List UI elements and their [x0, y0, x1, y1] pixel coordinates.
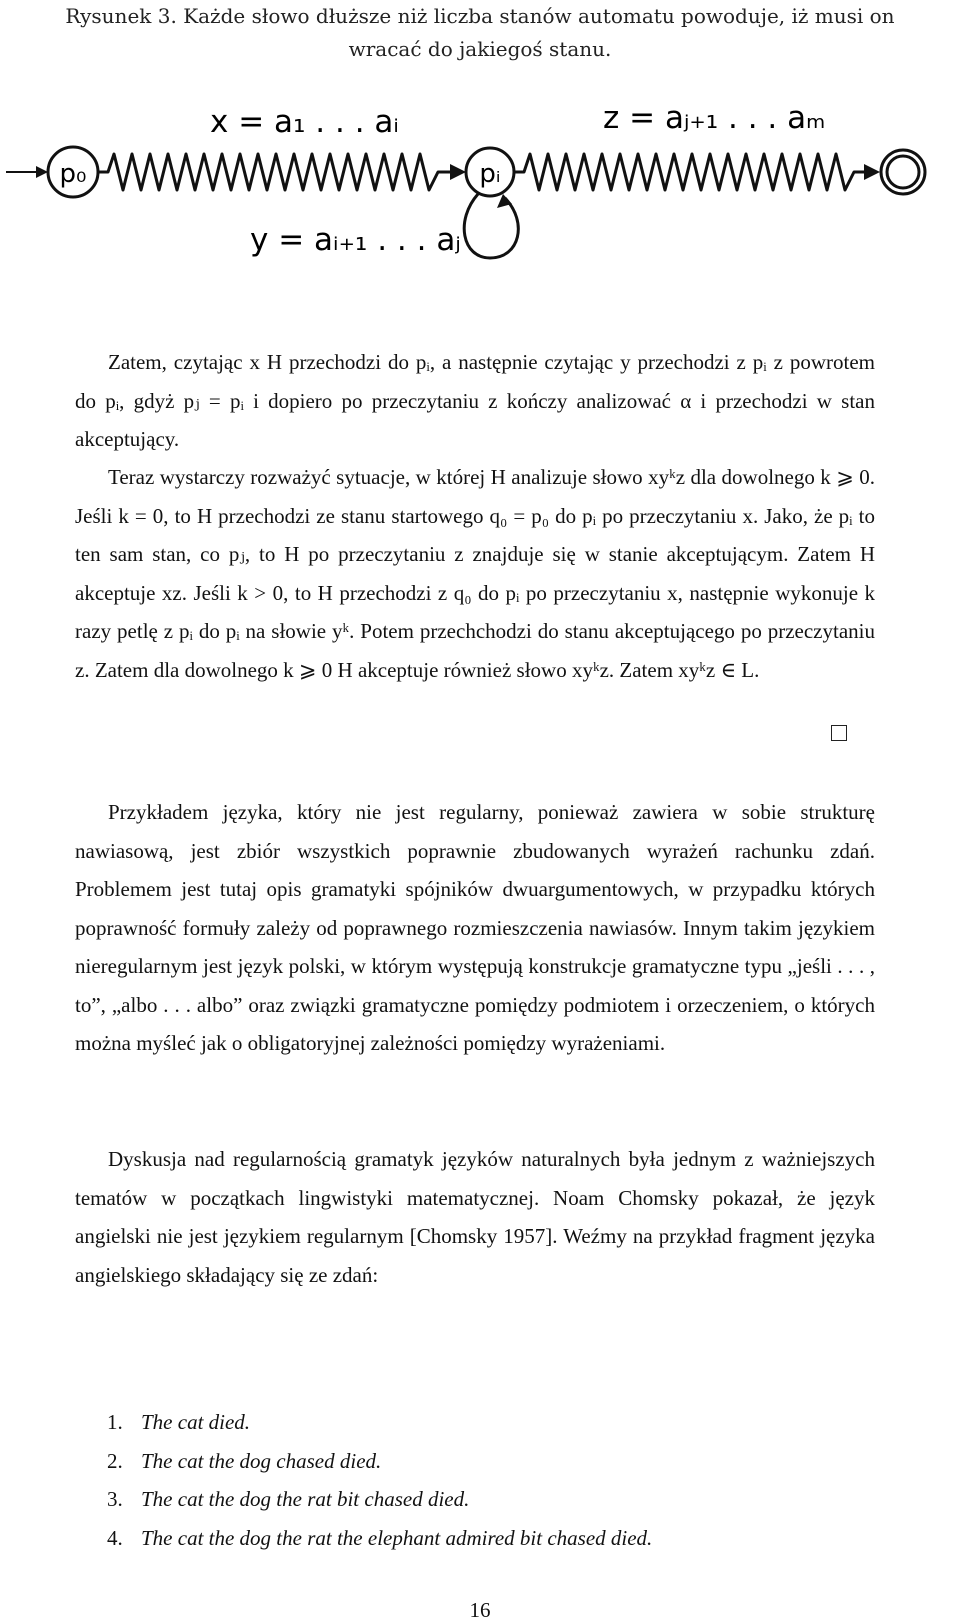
paragraph-2: Teraz wystarczy rozważyć sytuacje, w której H analizuje słowo xyᵏz dla dowolnego k ⩾ 0. Jeśli k = 0, to H przechodzi ze stanu startowego q₀ = p₀ do pᵢ po przeczytaniu x. Jako, że pᵢ to ten sam stan, co pⱼ, to H po przeczytaniu z znajduje się w stanie akceptującym. Zatem H akceptuje xz. Jeśli k > 0, to H przechodzi z q₀ do pᵢ po przeczytaniu x, następnie wykonuje k razy petlę z pᵢ do pᵢ na słowie yᵏ. Potem przechchodzi do stanu akceptującego po przeczytaniu z. Zatem dla dowolnego k ⩾ 0 H akceptuje również słowo xyᵏz. Zatem xyᵏz ∈ L.: [75, 465, 875, 682]
loop-y: [464, 194, 518, 258]
paragraph-1: Zatem, czytając x H przechodzi do pᵢ, a następnie czytając y przechodzi z pᵢ z powrotem do pᵢ, gdyż pⱼ = pᵢ i dopiero po przeczytaniu z kończy analizować α i przechodzi w stan akceptujący.: [75, 350, 875, 451]
label-x: x = a₁ . . . aᵢ: [210, 104, 399, 140]
list-item-text: The cat the dog the rat the elephant admired bit chased died.: [141, 1525, 653, 1550]
state-pi-label: pᵢ: [479, 159, 501, 189]
transition-z-squiggle: [514, 154, 866, 190]
list-item: [107, 1480, 652, 1519]
label-z: z = aⱼ₊₁ . . . aₘ: [603, 100, 826, 136]
state-pi: [466, 148, 514, 196]
example-sentence-list: [107, 1403, 652, 1557]
paragraph-4: Dyskusja nad regularnością gramatyk języków naturalnych była jednym z ważniejszych tematów w początkach lingwistyki matematycznej. Noam Chomsky pokazał, że język angielski nie jest językiem regularnym [Chomsky 1957]. Weźmy na przykład fragment języka angielskiego składający się ze zdań:: [75, 1147, 875, 1287]
list-item-text: The cat died.: [141, 1410, 251, 1434]
label-y: y = aᵢ₊₁ . . . aⱼ: [250, 222, 461, 258]
list-item-text: The cat the dog the rat bit chased died.: [141, 1487, 470, 1511]
list-item-number: 4.: [107, 1525, 123, 1550]
automaton-diagram: [0, 90, 960, 270]
list-item: [107, 1442, 652, 1481]
qed-symbol: [831, 725, 847, 741]
list-item: [107, 1519, 652, 1558]
state-p0: [48, 147, 98, 197]
state-p0-label: p₀: [59, 159, 87, 189]
list-item-text: The cat the dog chased died.: [141, 1448, 382, 1473]
state-accepting: [881, 150, 925, 194]
figure-caption: Rysunek 3. Każde słowo dłuższe niż liczba stanów automatu powoduje, iż musi on wracać do jakiegoś stanu.: [65, 4, 895, 61]
list-item-number: 1.: [107, 1410, 123, 1434]
list-item: [107, 1403, 652, 1442]
paragraph-3: Przykładem języka, który nie jest regularny, ponieważ zawiera w sobie strukturę nawiasową, jest zbiór wszystkich poprawnie zbudowanych wyrażeń rachunku zdań. Problemem jest tutaj opis gramatyki spójników dwuargumentowych, w przypadku których poprawność formuły zależy od poprawnego rozmieszczenia nawiasów. Innym takim językiem nieregularnym jest język polski, w którym występują konstrukcje gramatyczne typu „jeśli . . . , to”, „albo . . . albo” oraz związki gramatyczne pomiędzy podmiotem i orzeczeniem, o których można myśleć jak o obligatoryjnej zależności pomiędzy wyrażeniami.: [75, 800, 875, 1055]
transition-z-arrowhead: [864, 164, 880, 180]
transition-x-arrowhead: [450, 164, 466, 180]
list-item-number: 3.: [107, 1487, 123, 1511]
page-number: 16: [469, 1598, 491, 1622]
start-arrow: [6, 166, 48, 178]
transition-x-squiggle: [99, 154, 452, 190]
list-item-number: 2.: [107, 1448, 123, 1473]
